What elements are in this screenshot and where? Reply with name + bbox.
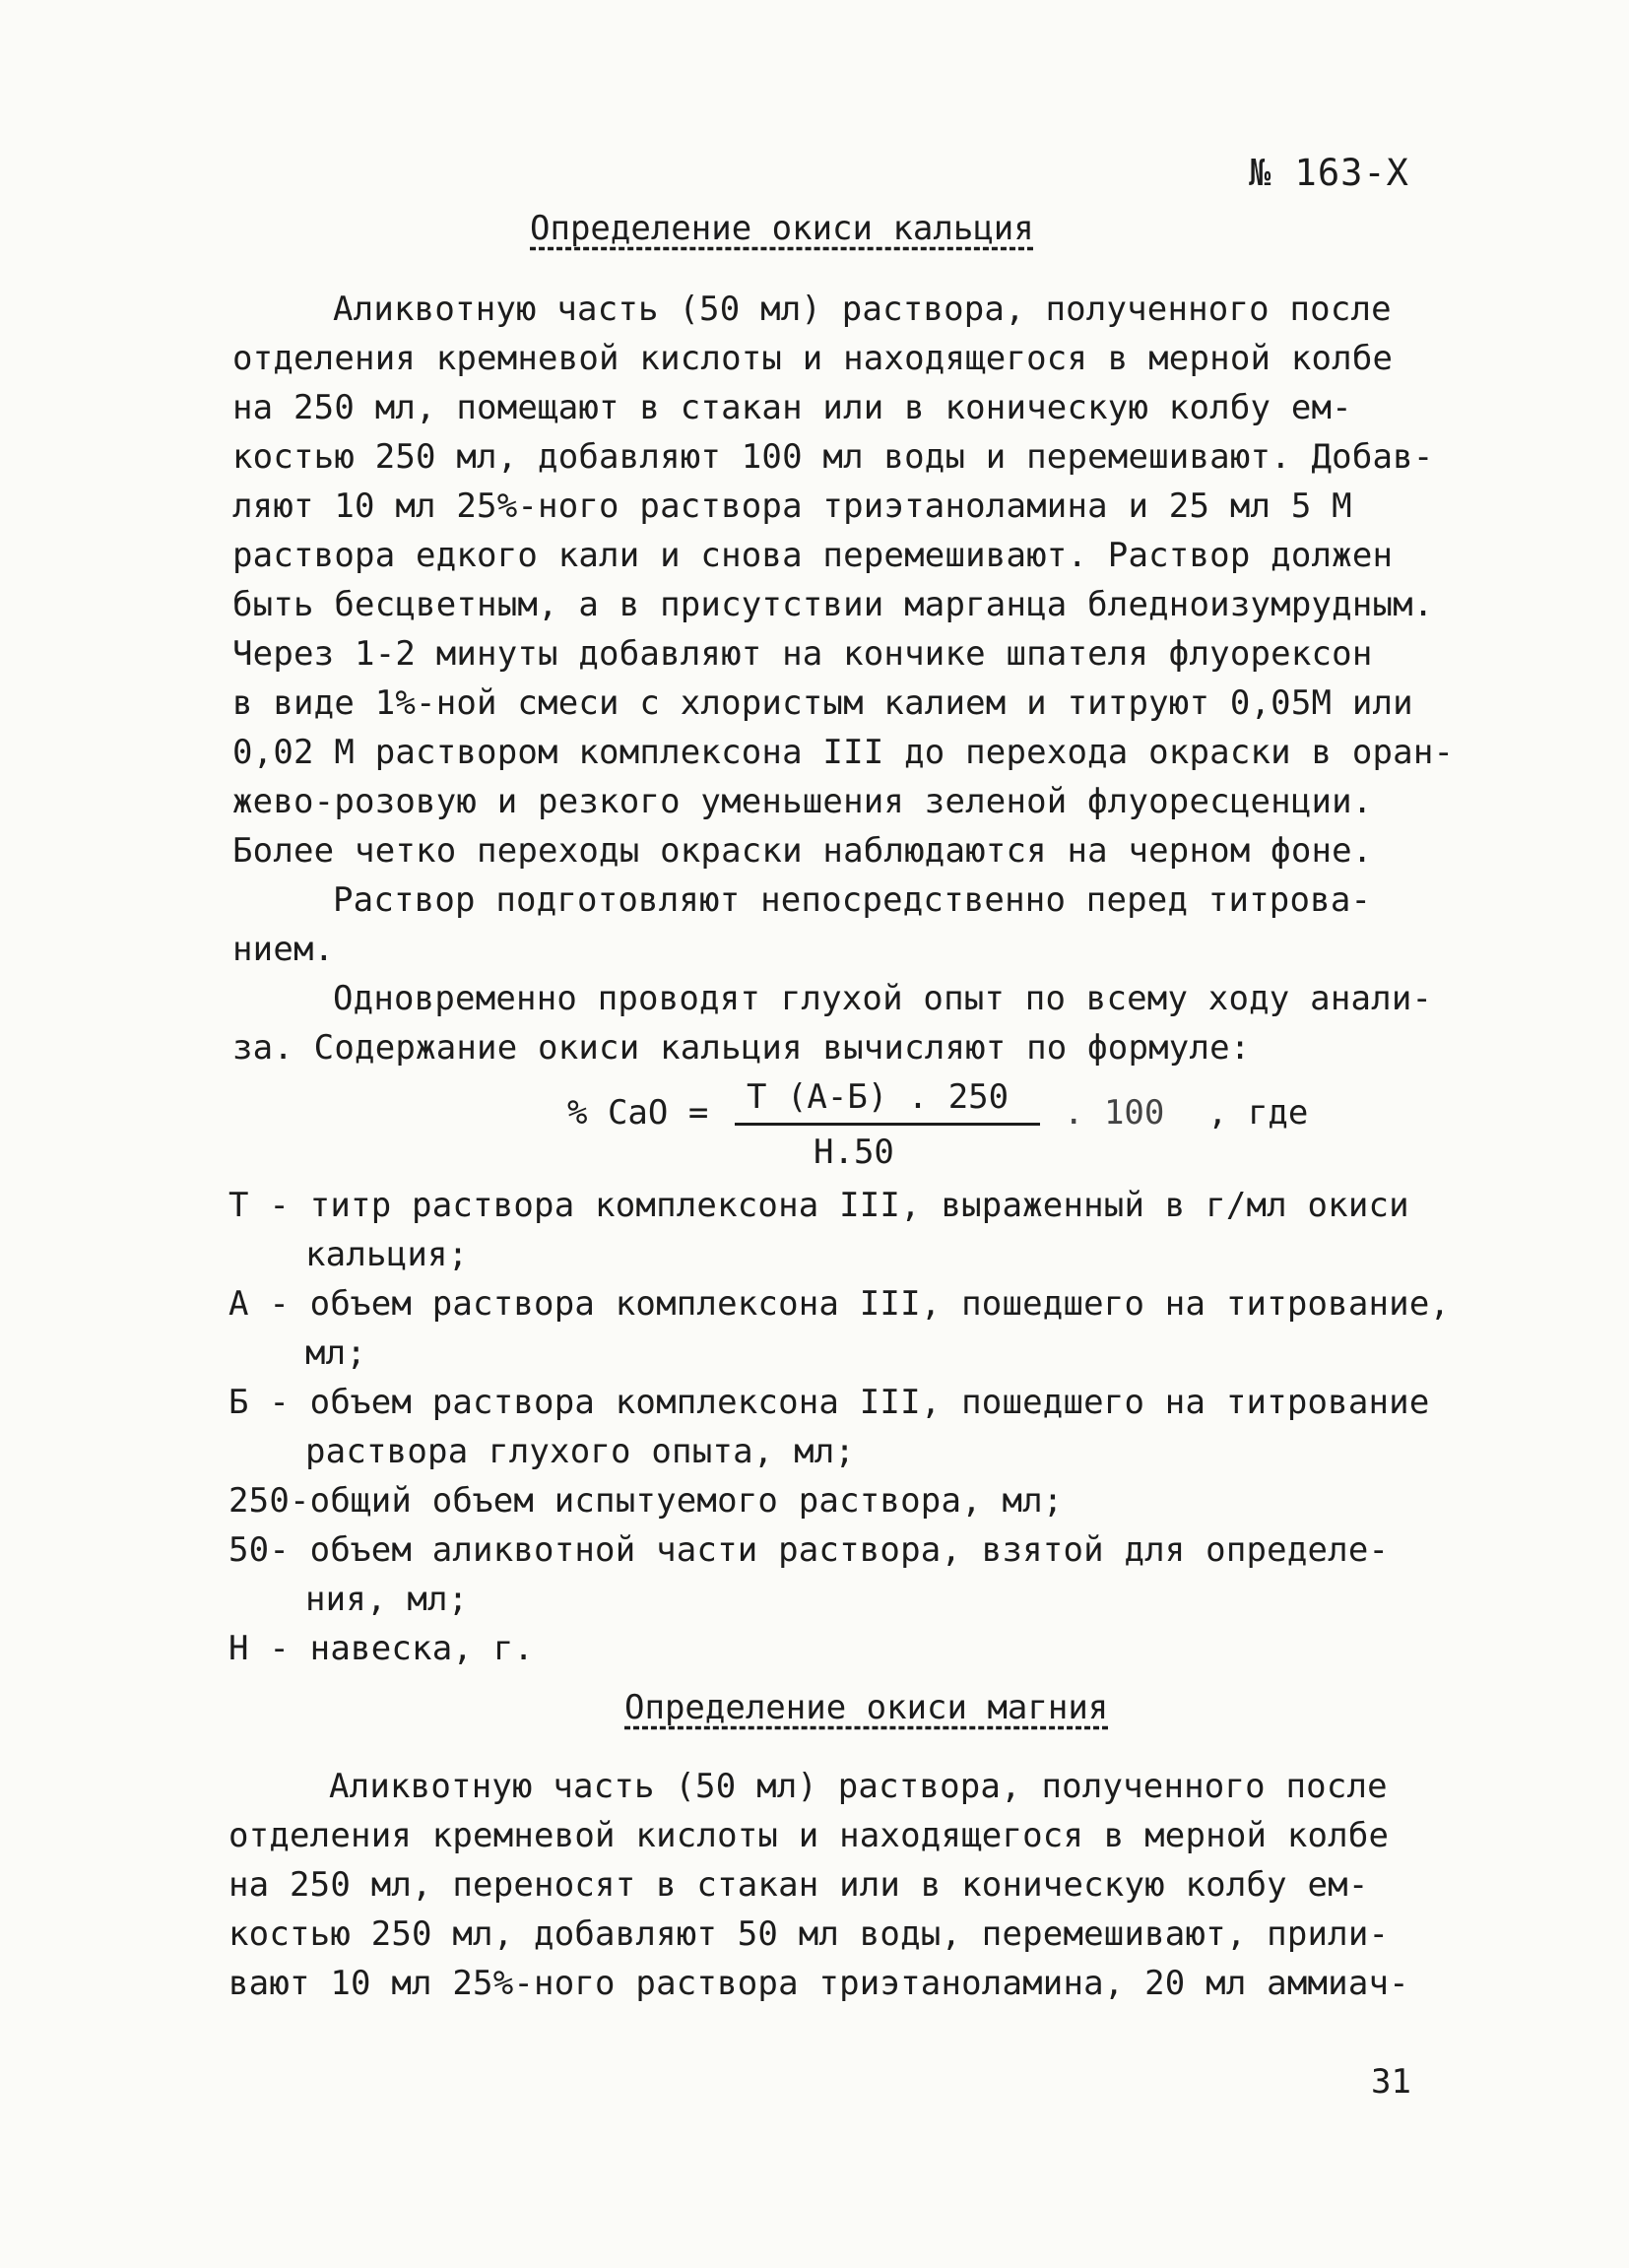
text-line: 0,02 М раствором комплексона III до перехода окраски в оран- xyxy=(232,733,1455,772)
legend-line: Т - титр раствора комплексона III, выраженный в г/мл окиси xyxy=(228,1186,1409,1225)
text-line: костью 250 мл, добавляют 50 мл воды, перемешивают, прили- xyxy=(228,1914,1390,1954)
legend-line: А - объем раствора комплексона III, пошедшего на титрование, xyxy=(228,1284,1451,1324)
legend-line: Б - объем раствора комплексона III, пошедшего на титрование xyxy=(228,1383,1430,1422)
section-title-calcium: Определение окиси кальция xyxy=(530,209,1034,248)
section-title-magnesium: Определение окиси магния xyxy=(624,1688,1109,1727)
legend-line: ния, мл; xyxy=(305,1580,469,1619)
document-number: № 163-Х xyxy=(1249,152,1409,194)
text-line: в виде 1%-ной смеси с хлористым калием и титруют 0,05М или xyxy=(232,683,1413,723)
text-line: на 250 мл, помещают в стакан или в коническую колбу ем- xyxy=(232,388,1352,427)
text-line: нием. xyxy=(232,930,335,969)
formula-multiplier: . 100 xyxy=(1064,1093,1165,1133)
legend-line: Н - навеска, г. xyxy=(228,1629,535,1668)
legend-line: мл; xyxy=(305,1333,367,1373)
text-line: Аликвотную часть (50 мл) раствора, полученного после xyxy=(333,290,1392,329)
text-line: Аликвотную часть (50 мл) раствора, полученного после xyxy=(329,1767,1388,1806)
legend-line: 50- объем аликвотной части раствора, взятой для определе- xyxy=(228,1530,1390,1570)
text-line: вают 10 мл 25%-ного раствора триэтаноламина, 20 мл аммиач- xyxy=(228,1964,1409,2003)
page-number: 31 xyxy=(1371,2062,1411,2102)
text-line: раствора едкого кали и снова перемешивают. Раствор должен xyxy=(232,536,1394,575)
text-line: Одновременно проводят глухой опыт по всему ходу анали- xyxy=(333,979,1433,1018)
text-line: Раствор подготовляют непосредственно перед титрова- xyxy=(333,880,1372,920)
text-line: за. Содержание окиси кальция вычисляют по формуле: xyxy=(232,1028,1251,1068)
text-line: отделения кремневой кислоты и находящегося в мерной колбе xyxy=(232,339,1394,378)
text-line: отделения кремневой кислоты и находящегося в мерной колбе xyxy=(228,1816,1390,1855)
formula-fraction-bar xyxy=(735,1123,1040,1126)
formula-denominator: Н.50 xyxy=(814,1133,894,1172)
text-line: ляют 10 мл 25%-ного раствора триэтаноламина и 25 мл 5 М xyxy=(232,486,1352,526)
text-line: быть бесцветным, а в присутствии марганца бледноизумрудным. xyxy=(232,585,1434,624)
legend-line: раствора глухого опыта, мл; xyxy=(305,1432,856,1471)
formula-numerator: Т (А-Б) . 250 xyxy=(747,1077,1010,1117)
text-line: костью 250 мл, добавляют 100 мл воды и перемешивают. Добав- xyxy=(232,437,1434,477)
text-line: Более четко переходы окраски наблюдаются на черном фоне. xyxy=(232,831,1373,871)
text-line: жево-розовую и резкого уменьшения зеленой флуоресценции. xyxy=(232,782,1373,821)
text-line: Через 1-2 минуты добавляют на кончике шпателя флуорексон xyxy=(232,634,1373,674)
legend-line: 250-общий объем испытуемого раствора, мл; xyxy=(228,1481,1064,1521)
legend-line: кальция; xyxy=(305,1235,469,1274)
formula-suffix: , где xyxy=(1207,1093,1309,1133)
formula-lhs: % CaO = xyxy=(567,1093,709,1133)
text-line: на 250 мл, переносят в стакан или в коническую колбу ем- xyxy=(228,1865,1369,1905)
